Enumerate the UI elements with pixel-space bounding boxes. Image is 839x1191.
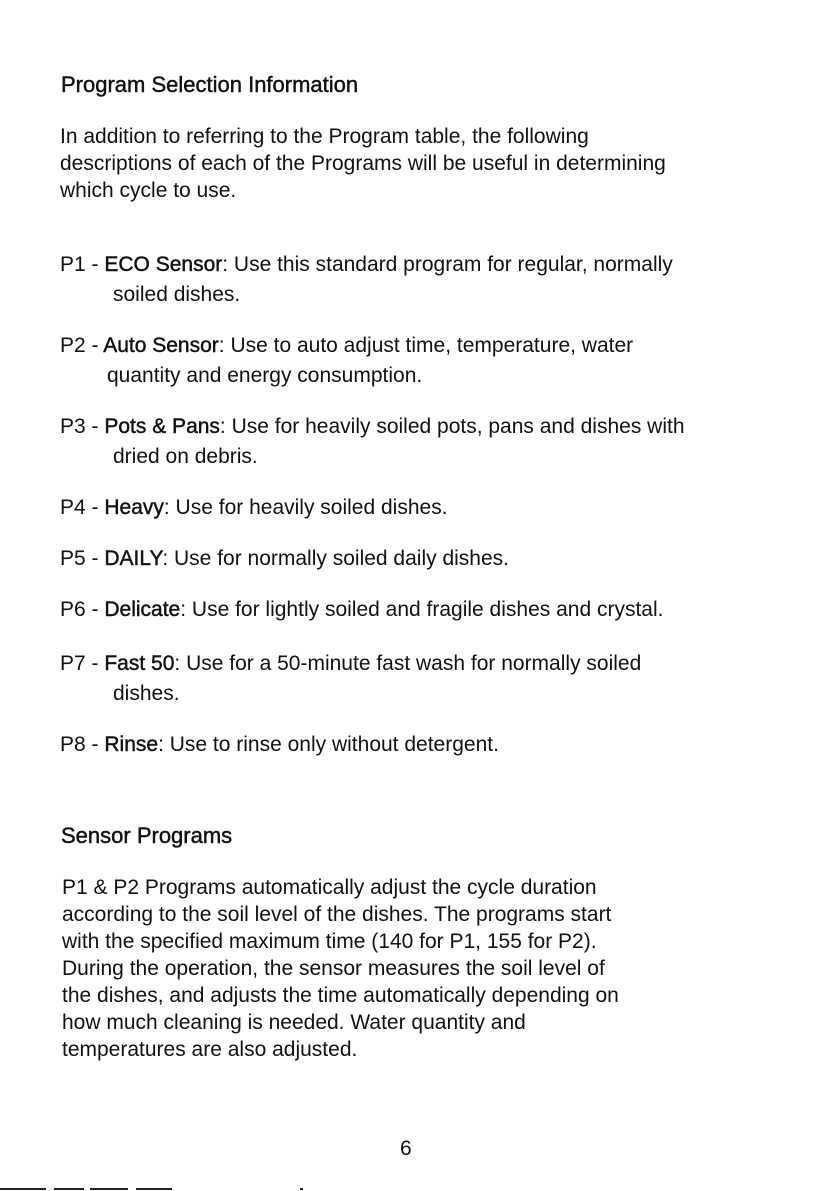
program-description: : Use for heavily soiled dishes. (163, 496, 448, 519)
program-selection-intro (60, 123, 666, 204)
scan-artifact (300, 1188, 303, 1190)
program-item-p7 (60, 649, 641, 709)
program-code: P6 - (60, 598, 105, 621)
program-code: P8 - (60, 733, 105, 756)
intro-line: In addition to referring to the Program table, the following (60, 125, 589, 148)
program-code: P7 - (60, 652, 105, 675)
program-description-continued: dishes. (113, 682, 180, 705)
program-description: : Use for normally soiled daily dishes. (162, 547, 509, 570)
program-item-p2 (60, 331, 633, 391)
program-name: Auto Sensor (103, 334, 219, 357)
program-name: Pots & Pans (104, 415, 220, 438)
program-code: P5 - (60, 547, 105, 570)
program-description: : Use for heavily soiled pots, pans and dishes with (219, 415, 685, 438)
program-description-continued: soiled dishes. (113, 283, 241, 306)
sensor-body-line: with the specified maximum time (140 for P1, 155 for P2). (62, 930, 597, 953)
sensor-body-line: according to the soil level of the dishes. The programs start (62, 903, 612, 926)
sensor-body-line: how much cleaning is needed. Water quantity and (62, 1011, 526, 1034)
program-name: ECO Sensor (104, 253, 223, 276)
sensor-body-line: P1 & P2 Programs automatically adjust the cycle duration (62, 876, 597, 899)
program-selection-heading: Program Selection Information (61, 72, 359, 97)
program-name: DAILY (104, 547, 163, 570)
sensor-body-line: temperatures are also adjusted. (62, 1038, 358, 1061)
program-code: P4 - (60, 496, 105, 519)
intro-line: which cycle to use. (60, 179, 237, 202)
program-description-continued: dried on debris. (113, 445, 258, 468)
program-name: Fast 50 (104, 652, 175, 675)
program-item-p4 (60, 493, 448, 523)
program-description: : Use to auto adjust time, temperature, water (218, 334, 634, 357)
program-name: Heavy (104, 496, 164, 519)
program-item-p6 (60, 595, 663, 625)
program-description-continued: quantity and energy consumption. (107, 364, 423, 387)
program-description: : Use this standard program for regular, normally (222, 253, 673, 276)
program-code: P2 - (60, 334, 104, 357)
program-item-p5 (60, 544, 509, 574)
intro-line: descriptions of each of the Programs will be useful in determining (60, 152, 666, 175)
sensor-programs-heading: Sensor Programs (61, 823, 233, 848)
scan-artifact (0, 1188, 46, 1190)
sensor-programs-body (62, 874, 619, 1063)
scan-artifact (136, 1188, 172, 1190)
sensor-body-line: the dishes, and adjusts the time automatically depending on (62, 984, 619, 1007)
program-description: : Use to rinse only without detergent. (158, 733, 499, 756)
program-item-p8 (60, 730, 499, 760)
sensor-body-line: During the operation, the sensor measures the soil level of (62, 957, 605, 980)
scan-artifact (90, 1188, 128, 1190)
program-item-p1 (60, 250, 673, 310)
program-description: : Use for lightly soiled and fragile dishes and crystal. (180, 598, 664, 621)
page-number: 6 (400, 1137, 412, 1160)
program-item-p3 (60, 412, 685, 472)
program-code: P3 - (60, 415, 105, 438)
scan-artifact (54, 1188, 84, 1190)
program-name: Delicate (104, 598, 181, 621)
program-code: P1 - (60, 253, 105, 276)
program-name: Rinse (104, 733, 159, 756)
program-description: : Use for a 50-minute fast wash for normally soiled (174, 652, 642, 675)
